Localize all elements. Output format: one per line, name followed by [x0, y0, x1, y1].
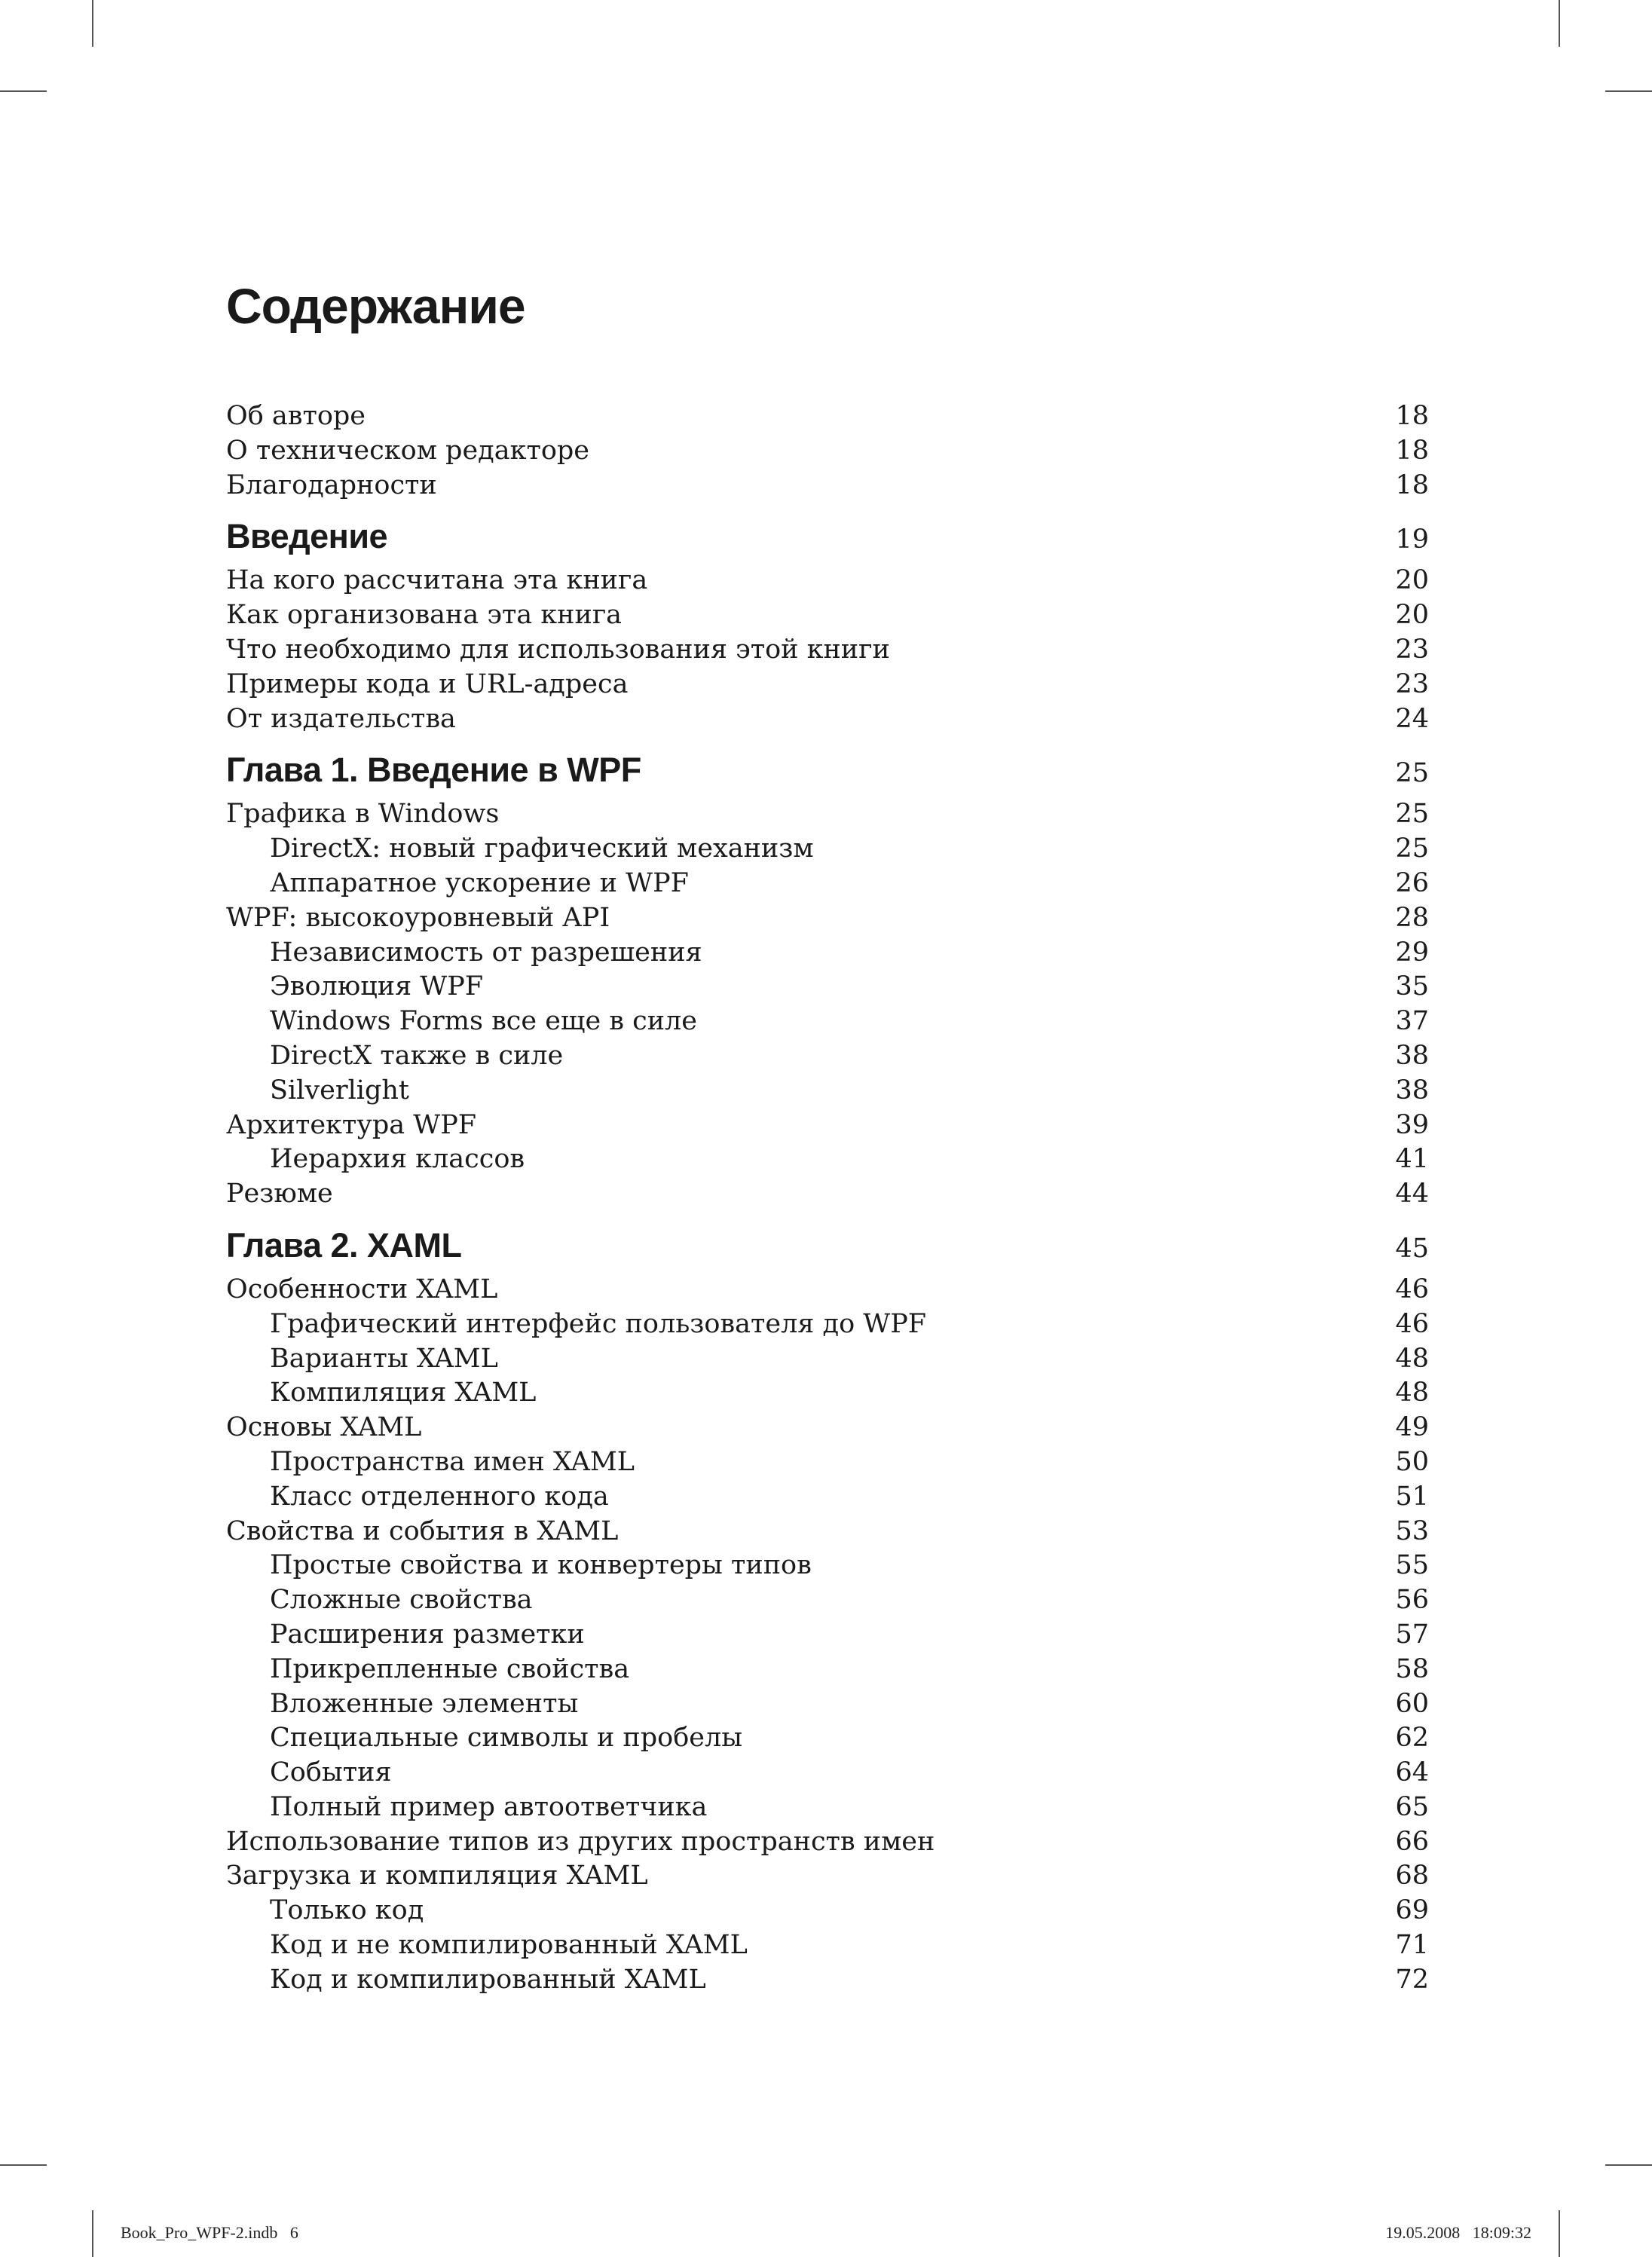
toc-label: Код и компилированный XAML	[270, 1964, 706, 1995]
toc-subentry[interactable]	[226, 1583, 1429, 1618]
toc-page: 35	[1395, 971, 1429, 1002]
page-title: Содержание	[226, 278, 525, 334]
crop-mark	[0, 2164, 47, 2166]
toc-label: Windows Forms все еще в силе	[270, 1006, 698, 1037]
footer-file-info: Book_Pro_WPF-2.indb 6	[121, 2223, 298, 2242]
chapter-title: Глава 1. Введение в WPF	[226, 751, 641, 790]
toc-page: 58	[1395, 1653, 1429, 1684]
toc-page: 18	[1395, 435, 1429, 466]
toc-subentry[interactable]	[226, 1480, 1429, 1515]
toc-label: Сложные свойства	[270, 1585, 533, 1616]
toc-label: WPF: высокоуровневый API	[226, 902, 610, 933]
toc-page: 49	[1395, 1412, 1429, 1443]
toc-page: 24	[1395, 703, 1429, 734]
toc-label: Об авторе	[226, 401, 366, 431]
toc-page: 18	[1395, 469, 1429, 500]
toc-label: Графический интерфейс пользователя до WPF	[270, 1308, 927, 1339]
toc-subentry[interactable]	[226, 936, 1429, 971]
toc-label: Компиляция XAML	[270, 1378, 537, 1408]
footer-timestamp: 19.05.2008 18:09:32	[1385, 2223, 1531, 2242]
toc-page: 39	[1395, 1109, 1429, 1140]
toc-page: 68	[1395, 1861, 1429, 1892]
toc-label: Свойства и события в XAML	[226, 1515, 619, 1546]
toc-label: Полный пример автоответчика	[270, 1791, 708, 1822]
toc-page: 62	[1395, 1723, 1429, 1754]
toc-entry[interactable]	[226, 1411, 1429, 1445]
toc-page: 46	[1395, 1274, 1429, 1304]
toc-label: DirectX: новый графический механизм	[270, 833, 814, 864]
toc-label: Основы XAML	[226, 1412, 422, 1443]
toc-subentry[interactable]	[226, 1549, 1429, 1583]
toc-label: DirectX также в силе	[270, 1040, 564, 1071]
toc-label: Код и не компилированный XAML	[270, 1930, 748, 1961]
toc-label: От издательства	[226, 703, 456, 734]
toc-page: 38	[1395, 1075, 1429, 1106]
chapter-page: 45	[1395, 1233, 1429, 1264]
toc-page: 46	[1395, 1308, 1429, 1339]
toc-page: 48	[1395, 1378, 1429, 1408]
toc-entry[interactable]	[226, 434, 1429, 469]
toc-subentry[interactable]	[226, 1721, 1429, 1756]
toc-page: 44	[1395, 1179, 1429, 1210]
toc-label: Что необходимо для использования этой книги	[226, 634, 890, 665]
toc-page: 65	[1395, 1791, 1429, 1822]
toc-label: О техническом редакторе	[226, 435, 590, 466]
toc-subentry[interactable]	[226, 1687, 1429, 1722]
crop-mark	[92, 2210, 93, 2257]
toc-subentry[interactable]	[226, 1376, 1429, 1411]
toc-label: Загрузка и компиляция XAML	[226, 1861, 648, 1892]
toc-page: 57	[1395, 1619, 1429, 1650]
toc-page: 50	[1395, 1446, 1429, 1477]
toc-label: Аппаратное ускорение и WPF	[270, 867, 689, 898]
toc-page: 53	[1395, 1515, 1429, 1546]
toc-label: Особенности XAML	[226, 1274, 498, 1304]
chapter-page: 25	[1395, 758, 1429, 789]
toc-entry[interactable]	[226, 1109, 1429, 1143]
toc-page: 25	[1395, 799, 1429, 830]
crop-mark	[1559, 2210, 1560, 2257]
toc-entry[interactable]	[226, 1825, 1429, 1860]
toc-subentry[interactable]	[226, 832, 1429, 867]
toc-page: 38	[1395, 1040, 1429, 1071]
toc-subentry[interactable]	[226, 1756, 1429, 1791]
toc-label: Использование типов из других пространств имен	[226, 1826, 935, 1857]
toc-subentry[interactable]	[226, 1039, 1429, 1074]
toc-page: 25	[1395, 833, 1429, 864]
toc-label: Как организована эта книга	[226, 600, 623, 631]
toc-page: 37	[1395, 1006, 1429, 1037]
toc-page: 51	[1395, 1481, 1429, 1512]
toc-entry[interactable]	[226, 1859, 1429, 1894]
toc-subentry[interactable]	[226, 1928, 1429, 1963]
toc-page: 72	[1395, 1964, 1429, 1995]
toc-subentry[interactable]	[226, 1791, 1429, 1825]
toc-page: 23	[1395, 634, 1429, 665]
toc-label: Графика в Windows	[226, 799, 500, 830]
toc-entry[interactable]	[226, 702, 1429, 737]
toc-label: Эволюция WPF	[270, 971, 484, 1002]
toc-entry[interactable]	[226, 1273, 1429, 1307]
front-matter	[226, 399, 1429, 503]
crop-mark	[0, 90, 47, 92]
chapter-heading-2[interactable]	[226, 1226, 1429, 1268]
chapter-heading-intro[interactable]	[226, 517, 1429, 559]
toc-page: 66	[1395, 1826, 1429, 1857]
toc-label: Пространства имен XAML	[270, 1446, 635, 1477]
toc-page: 20	[1395, 600, 1429, 631]
toc-subentry[interactable]	[226, 867, 1429, 901]
toc-entry[interactable]	[226, 1177, 1429, 1212]
crop-mark	[1559, 0, 1560, 47]
toc-label: Простые свойства и конвертеры типов	[270, 1550, 812, 1581]
toc-subentry[interactable]	[226, 1005, 1429, 1039]
toc-label: Резюме	[226, 1179, 333, 1210]
toc-subentry[interactable]	[226, 970, 1429, 1005]
toc-entry[interactable]	[226, 668, 1429, 702]
toc-page: 71	[1395, 1930, 1429, 1961]
toc-label: Расширения разметки	[270, 1619, 585, 1650]
toc-subentry[interactable]	[226, 1618, 1429, 1653]
toc-page: 69	[1395, 1895, 1429, 1926]
crop-mark	[1605, 90, 1652, 92]
toc-label: Иерархия классов	[270, 1144, 525, 1175]
toc-page: 41	[1395, 1144, 1429, 1175]
toc-page: 26	[1395, 867, 1429, 898]
toc-page: 29	[1395, 937, 1429, 968]
toc-label: Примеры кода и URL-адреса	[226, 668, 629, 699]
chapter-page: 19	[1395, 524, 1429, 555]
toc-label: Silverlight	[270, 1075, 409, 1106]
toc-subentry[interactable]	[226, 1342, 1429, 1377]
toc-entry[interactable]	[226, 1515, 1429, 1549]
toc-entry[interactable]	[226, 901, 1429, 936]
toc-label: Варианты XAML	[270, 1343, 498, 1374]
toc-page: 18	[1395, 401, 1429, 431]
toc-label: Класс отделенного кода	[270, 1481, 609, 1512]
toc-entry[interactable]	[226, 797, 1429, 832]
toc-subentry[interactable]	[226, 1074, 1429, 1109]
toc-subentry[interactable]	[226, 1963, 1429, 1998]
toc-page: 55	[1395, 1550, 1429, 1581]
toc-entry[interactable]	[226, 469, 1429, 503]
toc-entry[interactable]	[226, 598, 1429, 633]
toc-label: На кого рассчитана эта книга	[226, 565, 648, 596]
toc-subentry[interactable]	[226, 1307, 1429, 1342]
crop-mark	[1605, 2164, 1652, 2166]
chapter-title: Введение	[226, 517, 388, 556]
toc-entry[interactable]	[226, 564, 1429, 598]
toc-label: Прикрепленные свойства	[270, 1653, 630, 1684]
chapter-heading-1[interactable]	[226, 751, 1429, 793]
toc-subentry[interactable]	[226, 1142, 1429, 1177]
crop-mark	[92, 0, 93, 47]
toc-subentry[interactable]	[226, 1653, 1429, 1687]
toc-page: 48	[1395, 1343, 1429, 1374]
toc-page: 60	[1395, 1688, 1429, 1719]
chapter-title: Глава 2. XAML	[226, 1225, 462, 1265]
toc-subentry[interactable]	[226, 1445, 1429, 1480]
toc-entry[interactable]	[226, 399, 1429, 434]
table-of-contents	[226, 399, 1429, 1998]
toc-label: Только код	[270, 1895, 424, 1926]
toc-label: Специальные символы и пробелы	[270, 1723, 743, 1754]
toc-label: Вложенные элементы	[270, 1688, 579, 1719]
toc-page: 64	[1395, 1757, 1429, 1788]
toc-label: События	[270, 1757, 392, 1788]
toc-page: 20	[1395, 565, 1429, 596]
toc-label: Независимость от разрешения	[270, 937, 702, 968]
toc-page: 56	[1395, 1585, 1429, 1616]
toc-subentry[interactable]	[226, 1894, 1429, 1928]
toc-page: 28	[1395, 902, 1429, 933]
toc-label: Архитектура WPF	[226, 1109, 477, 1140]
toc-entry[interactable]	[226, 633, 1429, 668]
toc-label: Благодарности	[226, 469, 437, 500]
toc-page: 23	[1395, 668, 1429, 699]
